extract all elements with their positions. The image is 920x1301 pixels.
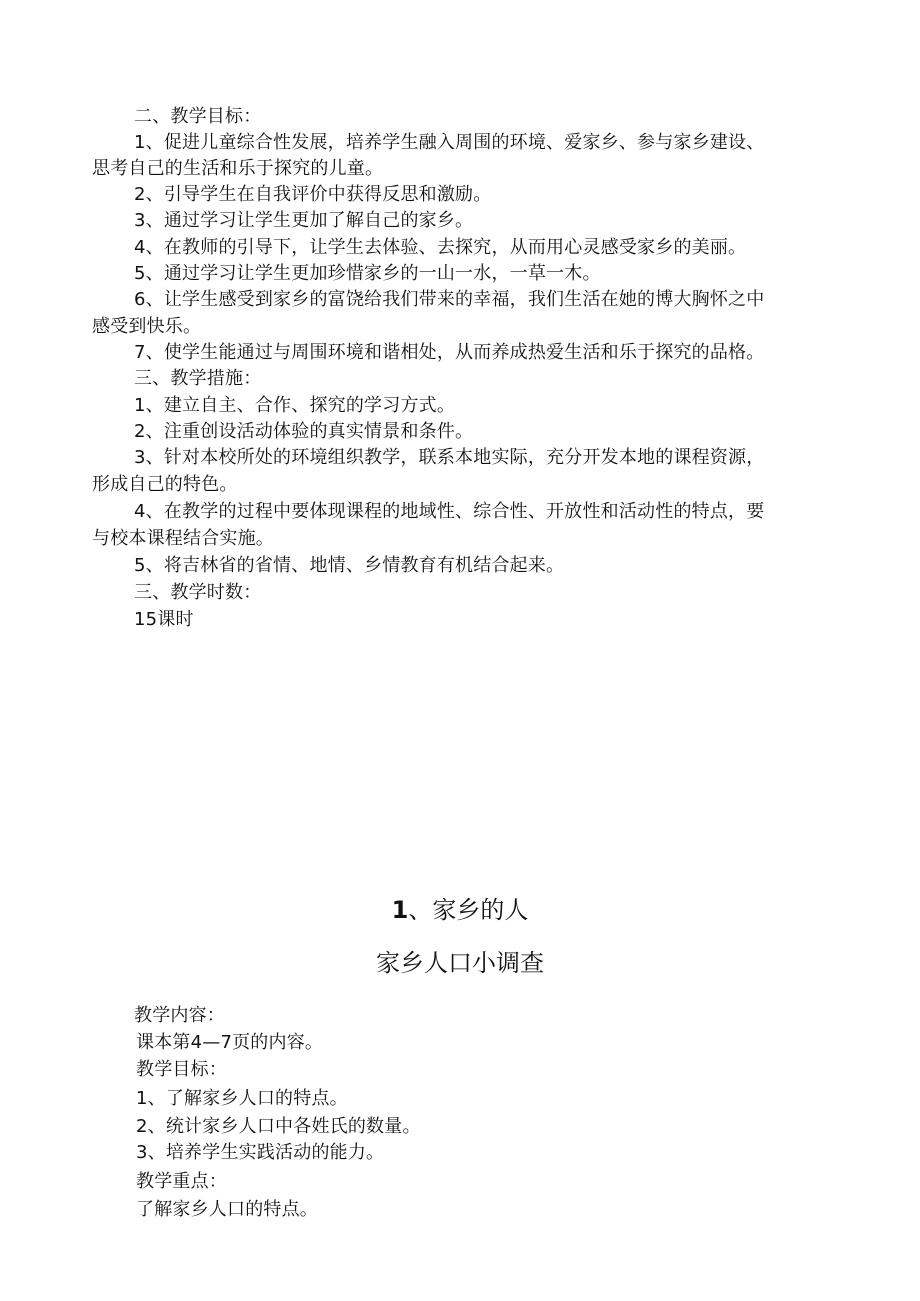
goal-item-6: 6、让学生感受到家乡的富饶给我们带来的幸福，我们生活在她的博大胸怀之中: [134, 289, 765, 310]
lesson-goal-1: 1、了解家乡人口的特点。: [136, 1088, 348, 1109]
goals-heading: 教学目标：: [136, 1059, 227, 1080]
section-heading-hours: 三、教学时数：: [134, 582, 262, 603]
measure-item-5: 5、将吉林省的省情、地情、乡情教育有机结合起来。: [134, 555, 565, 576]
measure-item-3-cont: 形成自己的特色。: [92, 474, 238, 495]
teaching-hours-value: 15课时: [134, 609, 194, 630]
lesson-title-text: 、家乡的人: [408, 896, 529, 924]
goal-item-6-cont: 感受到快乐。: [92, 316, 202, 337]
content-text: 课本第4—7页的内容。: [136, 1032, 324, 1053]
section-heading-measures: 三、教学措施：: [134, 368, 262, 389]
focus-heading: 教学重点：: [136, 1171, 227, 1192]
content-heading: 教学内容：: [134, 1005, 225, 1026]
goal-item-5: 5、通过学习让学生更加珍惜家乡的一山一水，一草一木。: [134, 263, 601, 284]
goal-item-4: 4、在教师的引导下，让学生去体验、去探究，从而用心灵感受家乡的美丽。: [134, 237, 747, 258]
goal-item-7: 7、使学生能通过与周围环境和谐相处，从而养成热爱生活和乐于探究的品格。: [134, 342, 765, 363]
measure-item-4-cont: 与校本课程结合实施。: [92, 528, 274, 549]
measure-item-4: 4、在教学的过程中要体现课程的地域性、综合性、开放性和活动性的特点，要: [134, 501, 765, 522]
lesson-title: [0, 894, 920, 926]
lesson-goal-3: 3、培养学生实践活动的能力。: [136, 1142, 385, 1163]
measure-item-2: 2、注重创设活动体验的真实情景和条件。: [134, 421, 474, 442]
measure-item-3: 3、针对本校所处的环境组织教学，联系本地实际，充分开发本地的课程资源，: [134, 447, 765, 468]
lesson-title-number: 1: [391, 896, 409, 924]
section-heading-goals: 二、教学目标：: [134, 106, 262, 127]
lesson-goal-2: 2、统计家乡人口中各姓氏的数量。: [136, 1116, 421, 1137]
measure-item-1: 1、建立自主、合作、探究的学习方式。: [134, 395, 456, 416]
lesson-subtitle: 家乡人口小调查: [376, 949, 544, 977]
goal-item-3: 3、通过学习让学生更加了解自己的家乡。: [134, 210, 474, 231]
goal-item-2: 2、引导学生在自我评价中获得反思和激励。: [134, 184, 492, 205]
goal-item-1-cont: 思考自己的生活和乐于探究的儿童。: [92, 158, 384, 179]
focus-text: 了解家乡人口的特点。: [136, 1199, 318, 1220]
goal-item-1: 1、促进儿童综合性发展，培养学生融入周围的环境、爱家乡、参与家乡建设、: [134, 132, 765, 153]
